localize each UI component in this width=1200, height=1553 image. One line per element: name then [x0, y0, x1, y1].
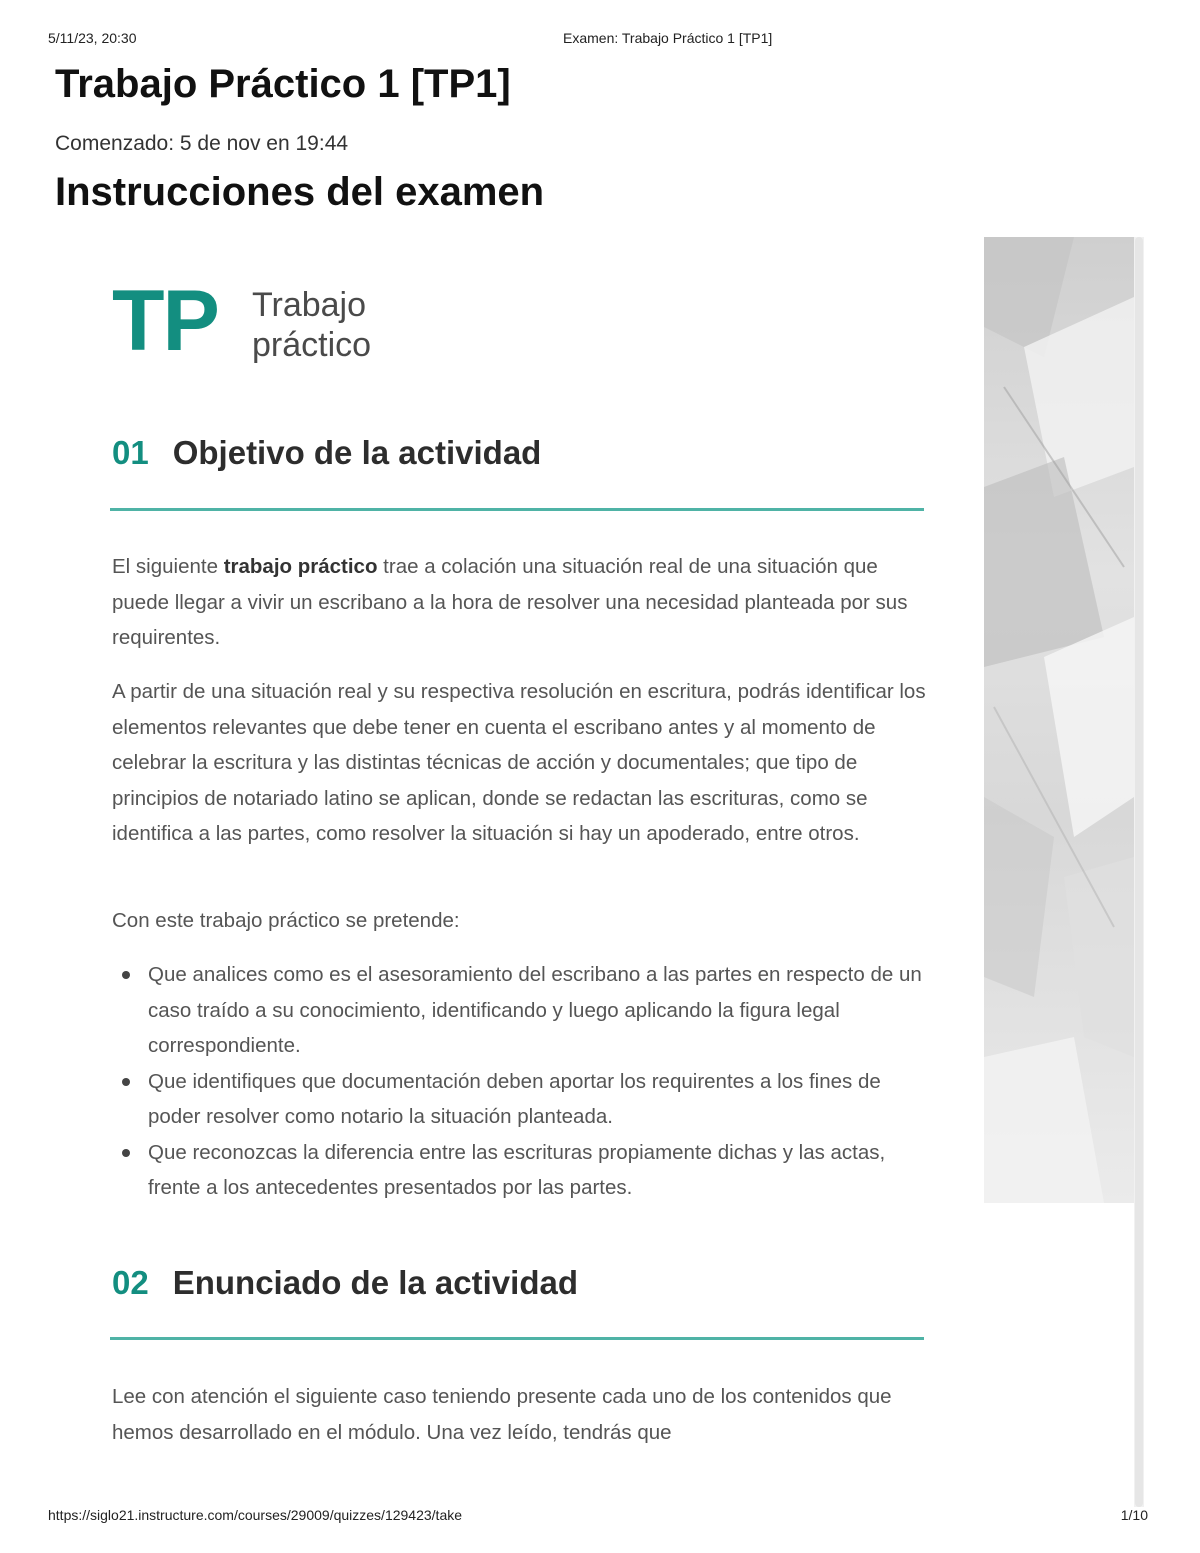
text-run: El siguiente [112, 555, 224, 578]
bullet-icon [122, 1078, 130, 1086]
section-divider [110, 508, 924, 511]
page-title: Trabajo Práctico 1 [TP1] [55, 62, 511, 106]
enunciado-paragraph-1: Lee con atención el siguiente caso teniendo presente cada uno de los contenidos que hemos desarrollado en el módulo. Una vez leído, tendrás que [112, 1385, 892, 1444]
section-title: Objetivo de la actividad [172, 434, 542, 471]
instructions-heading: Instrucciones del examen [55, 170, 545, 214]
print-header-title: Examen: Trabajo Práctico 1 [TP1] [563, 30, 773, 46]
section-title: Enunciado de la actividad [172, 1264, 578, 1301]
list-item [112, 1135, 927, 1206]
tp-logo [112, 273, 392, 372]
text-run: trae a colación una situación real de una situación que puede llegar a vivir un escribano a la hora de resolver una necesidad planteada por sus requirentes. [112, 555, 908, 649]
scrollbar-thumb[interactable] [1135, 237, 1143, 1507]
section-number: 01 [112, 434, 149, 471]
section-divider [110, 1337, 924, 1340]
list-item-text: Que reconozcas la diferencia entre las escrituras propiamente dichas y las actas, frente a los antecedentes presentados por las partes. [148, 1140, 886, 1199]
objetivo-bullet-list [112, 957, 927, 1206]
decorative-architecture-image [984, 237, 1134, 1203]
objetivo-paragraph-1 [112, 549, 927, 656]
tp-logo-word2: práctico [252, 326, 372, 364]
tp-logo-letters: TP [112, 273, 218, 369]
print-footer-page: 1/10 [1120, 1507, 1148, 1523]
list-item [112, 1064, 927, 1135]
bullet-icon [122, 971, 130, 979]
section-heading-objetivo [112, 434, 924, 472]
bullet-icon [122, 1149, 130, 1157]
list-item-text: Que identifiques que documentación deben aportar los requirentes a los fines de poder resolver como notario la situación planteada. [148, 1069, 881, 1128]
section-number: 02 [112, 1264, 149, 1301]
print-header-datetime: 5/11/23, 20:30 [48, 30, 137, 46]
tp-logo-word1: Trabajo [252, 286, 367, 324]
section-heading-enunciado [112, 1264, 924, 1302]
print-footer-url: https://siglo21.instructure.com/courses/29009/quizzes/129423/take [48, 1507, 463, 1523]
decorative-image-panel [984, 237, 1134, 1203]
bold-text-run: trabajo práctico [223, 555, 378, 578]
list-item-text: Que analices como es el asesoramiento del escribano a las partes en respecto de un caso traído a su conocimiento, identificando y luego aplicando la figura legal correspondiente. [148, 963, 922, 1057]
started-timestamp: Comenzado: 5 de nov en 19:44 [55, 132, 349, 155]
list-item [112, 957, 927, 1064]
objetivo-paragraph-3: Con este trabajo práctico se pretende: [112, 909, 460, 932]
objetivo-paragraph-2: A partir de una situación real y su respectiva resolución en escritura, podrás identificar los elementos relevantes que debe tener en cuenta el escribano antes y al momento de celebrar la escritura y las distintas técnicas de acción y documentales; que tipo de principios de notariado latino se aplican, donde se redactan las escrituras, como se identifica a las partes, como resolver la situación si hay un apoderado, entre otros. [112, 680, 926, 845]
